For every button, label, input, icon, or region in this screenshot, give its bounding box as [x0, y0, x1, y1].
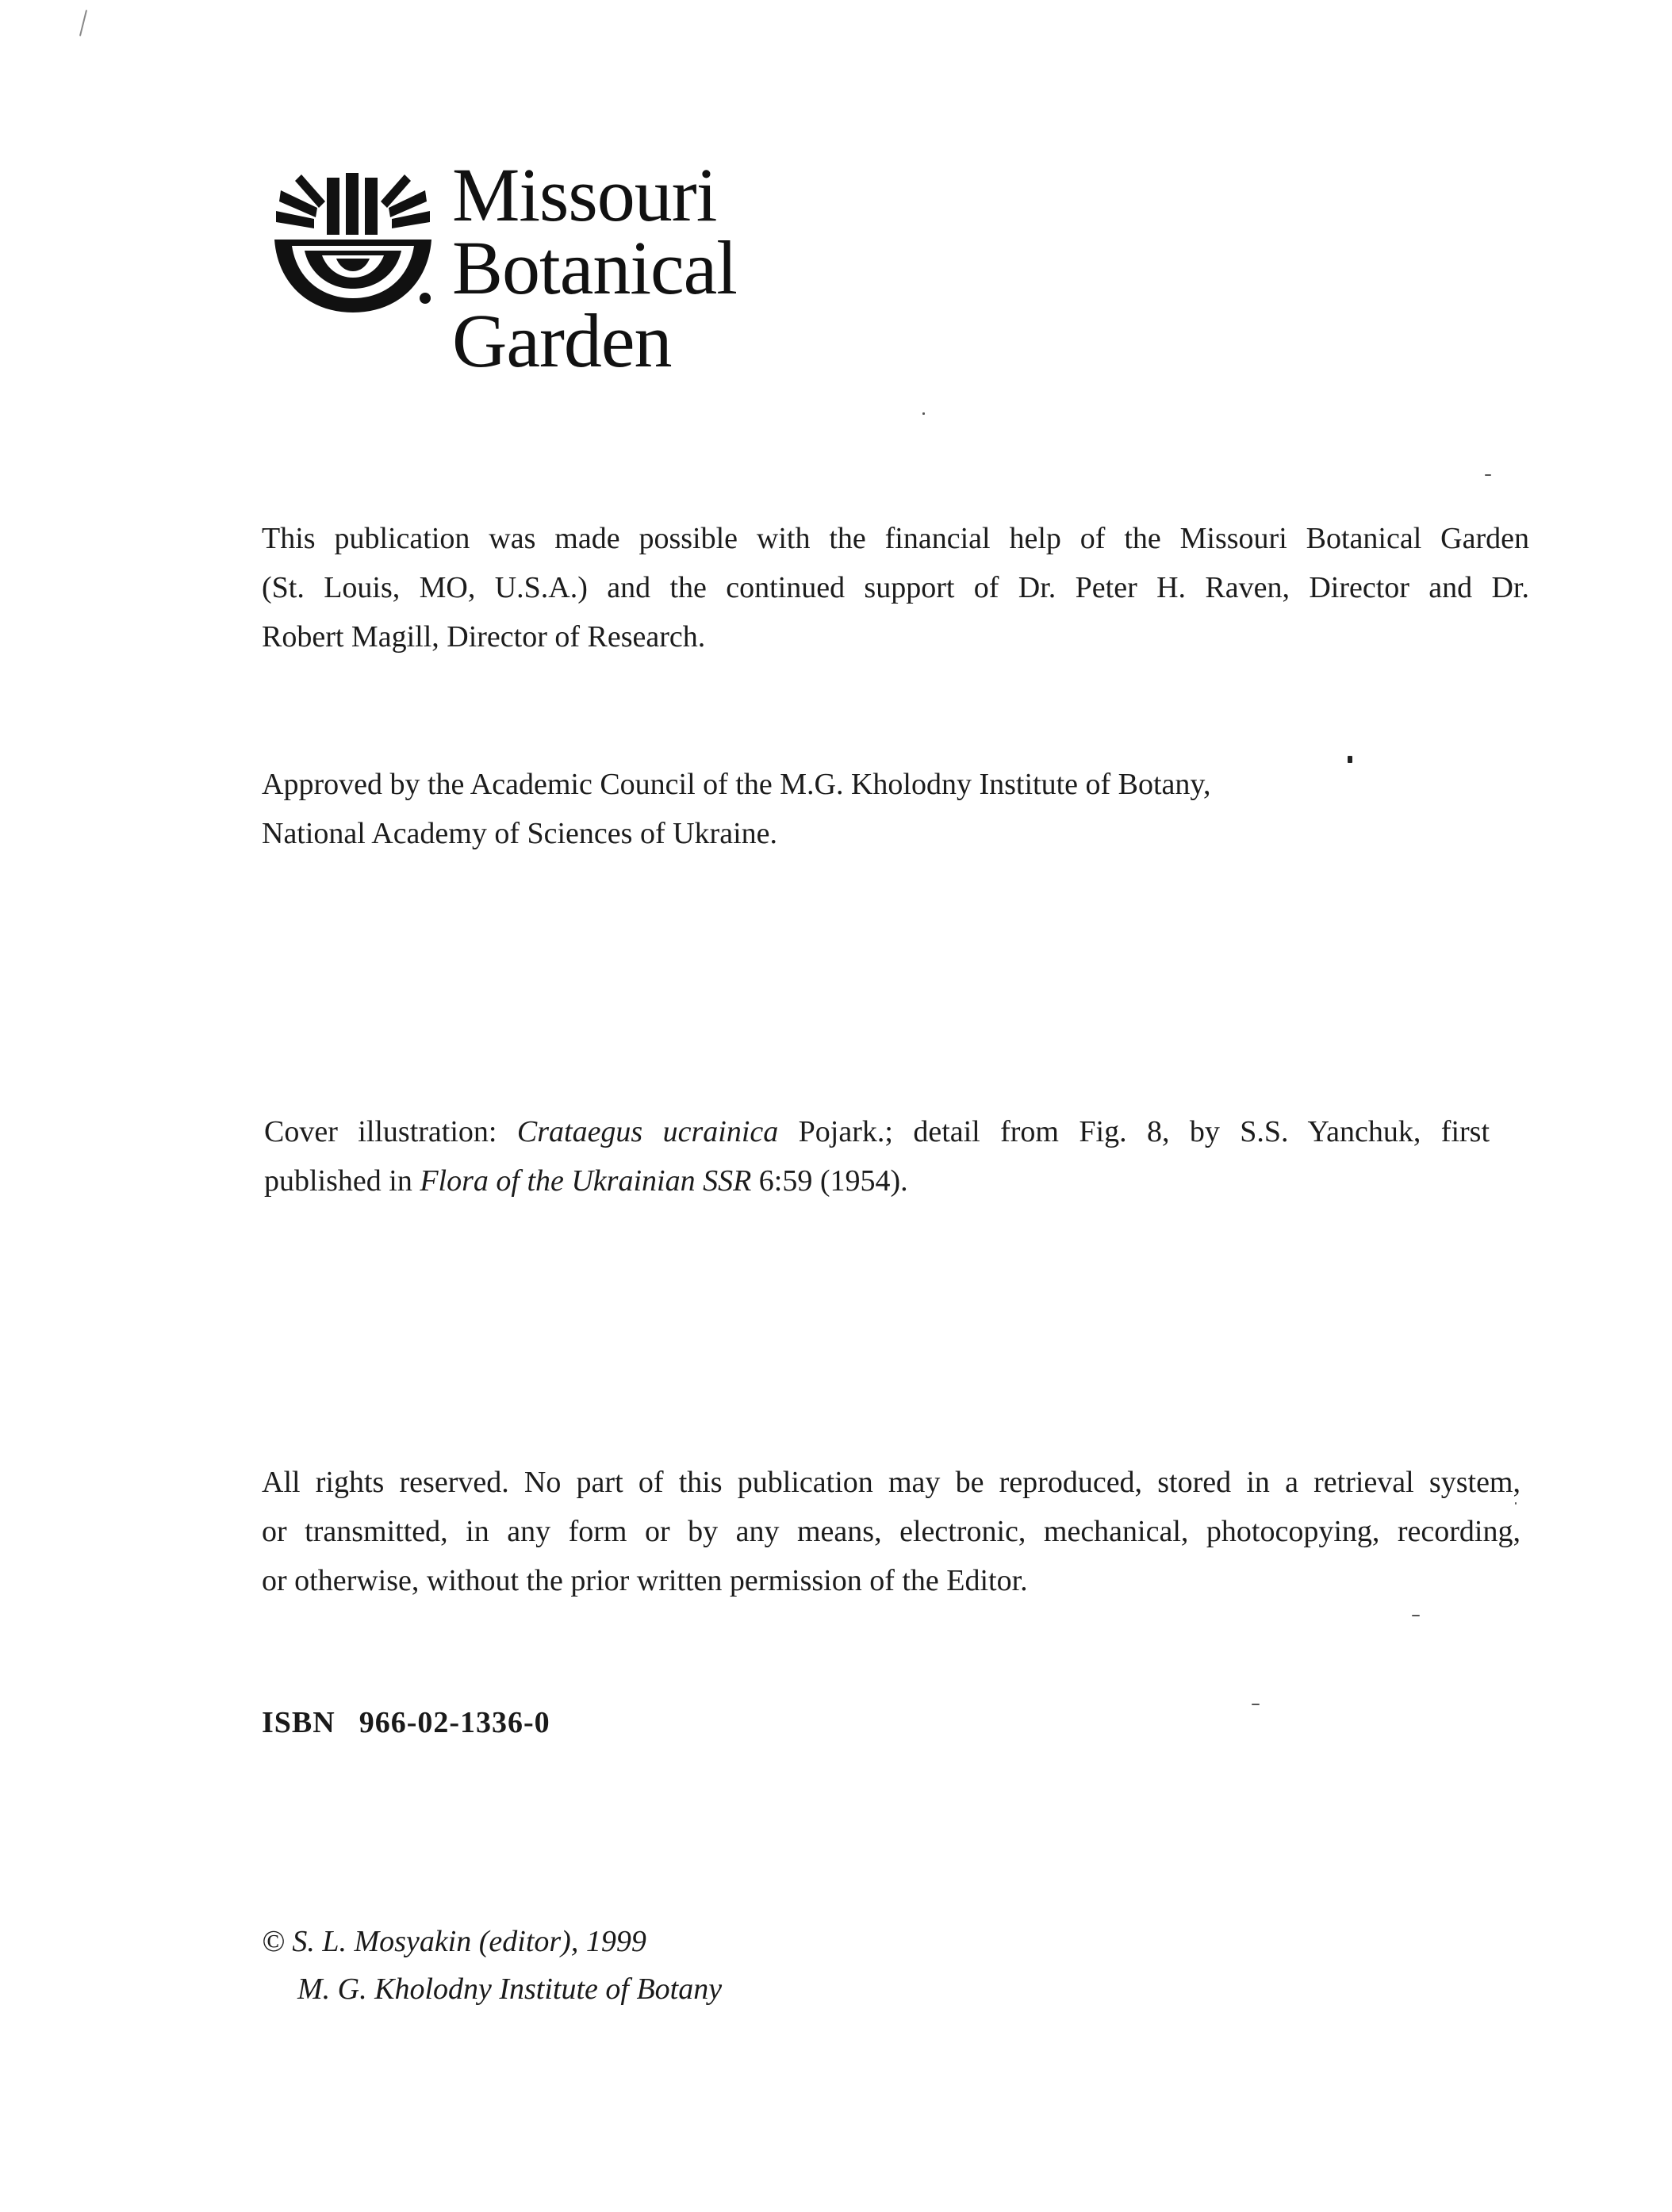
scan-speck: [79, 10, 87, 36]
funding-line-2: (St. Louis, MO, U.S.A.) and the continued support of Dr. Peter H. Raven, Director and Dr.: [262, 571, 1529, 604]
scan-speck: [1348, 756, 1352, 763]
leaf-logo-icon: [270, 173, 436, 316]
rights-line-1: All rights reserved. No part of this publication may be reproduced, stored in a retrieval system,: [262, 1466, 1521, 1499]
isbn-label: ISBN: [262, 1706, 336, 1739]
isbn-line: [262, 1705, 550, 1740]
funding-line-3: Robert Magill, Director of Research.: [262, 620, 706, 654]
funding-statement: [262, 514, 1529, 661]
isbn-number: 966-02-1336-0: [359, 1706, 550, 1739]
approved-line-1: Approved by the Academic Council of the M.G. Kholodny Institute of Botany,: [262, 768, 1211, 801]
copyright-line-1: © S. L. Mosyakin (editor), 1999: [262, 1925, 646, 1958]
scan-speck: [1515, 1502, 1517, 1505]
scan-speck: [922, 412, 925, 415]
rights-line-2: or transmitted, in any form or by any means, electronic, mechanical, photocopying, recording,: [262, 1515, 1521, 1548]
approval-statement: [262, 760, 1531, 858]
cover-journal: Flora of the Ukrainian SSR: [420, 1164, 752, 1198]
cover-label: Cover illustration:: [264, 1115, 517, 1148]
cover-line-2-suffix: 6:59 (1954).: [751, 1164, 908, 1198]
scan-speck: [1485, 474, 1491, 476]
logo-line-1: Missouri: [452, 152, 717, 237]
cover-line-2-prefix: published in: [264, 1164, 420, 1198]
logo-wordmark: [452, 152, 737, 383]
missouri-botanical-garden-logo: [270, 152, 761, 389]
cover-illustration-credit: [264, 1107, 1490, 1206]
scan-speck: [1412, 1615, 1420, 1616]
rights-statement: [262, 1458, 1521, 1605]
registered-mark-icon: [420, 293, 431, 304]
approved-line-2: National Academy of Sciences of Ukraine.: [262, 817, 777, 850]
cover-line-1: [264, 1107, 1490, 1156]
copyright-notice: [262, 1918, 722, 2013]
cover-species: Crataegus ucrainica: [516, 1115, 779, 1148]
logo-line-2: Botanical: [452, 225, 737, 310]
cover-line-1-rest: Pojark.; detail from Fig. 8, by S.S. Yanchuk, first: [778, 1115, 1490, 1148]
rights-line-3: or otherwise, without the prior written permission of the Editor.: [262, 1564, 1028, 1597]
logo-line-3: Garden: [452, 298, 672, 383]
funding-line-1: This publication was made possible with the financial help of the Missouri Botanical Garden: [262, 522, 1529, 555]
copyright-line-2: M. G. Kholodny Institute of Botany: [297, 1972, 723, 2006]
scan-speck: [1252, 1704, 1260, 1705]
cover-line-2: [264, 1156, 1490, 1206]
